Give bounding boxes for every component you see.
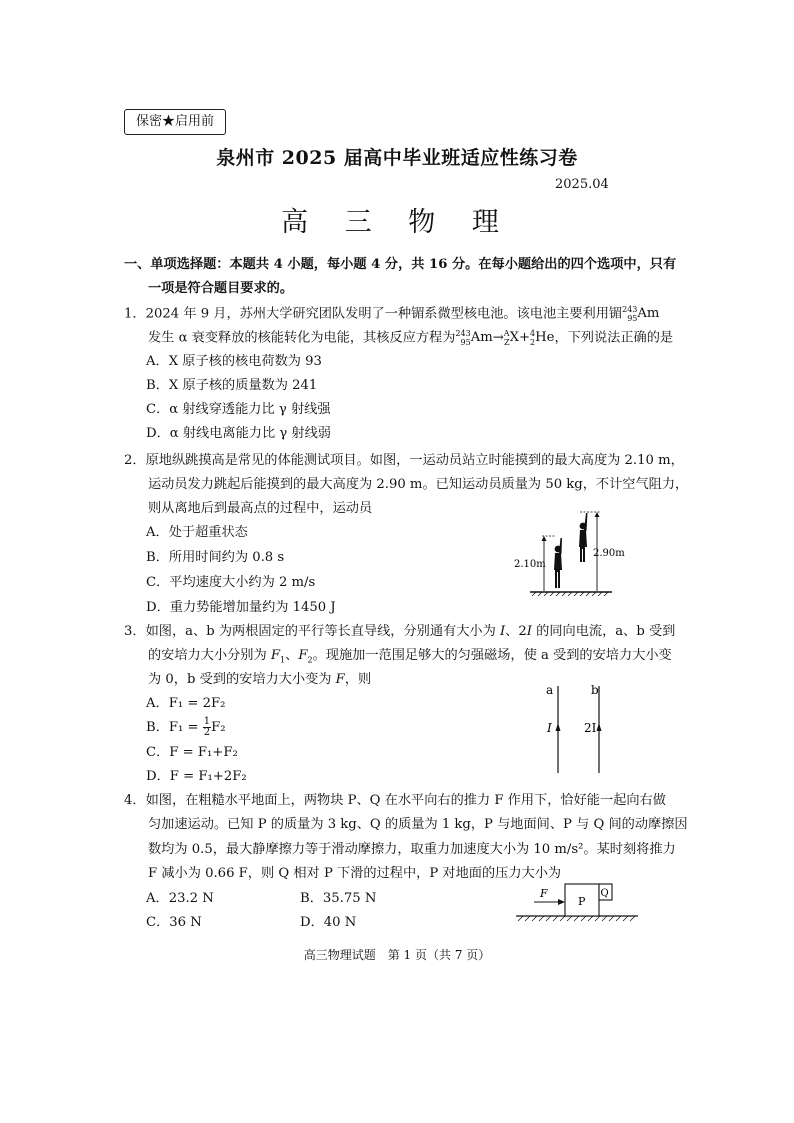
q3-option-b: B．F₁ = $\frac{1}{2}$ F₂ xyxy=(146,716,226,738)
q1-option-b: B．X 原子核的质量数为 241 xyxy=(146,378,318,393)
parallel-wires-figure xyxy=(536,680,616,776)
q4-option-d: D．40 N xyxy=(300,915,357,930)
q1-option-c: C．α 射线穿透能力比 γ 射线强 xyxy=(146,402,331,417)
q2-line2: 运动员发力跳起后能摸到的最大高度为 2.90 m。已知运动员质量为 50 kg，不计空气阻力， xyxy=(148,477,689,492)
blocks-figure xyxy=(512,878,642,926)
confidential-stamp: 保密★启用前 xyxy=(124,109,226,135)
nuclide-am: 243 95 Am xyxy=(622,304,660,323)
q4-line2: 匀加速运动。已知 P 的质量为 3 kg、Q 的质量为 1 kg，P 与地面间、P 与 Q 间的动摩擦因 xyxy=(148,817,688,832)
q2-option-a: A．处于超重状态 xyxy=(146,525,248,540)
exam-date: 2025.04 xyxy=(555,177,609,192)
q4-line3: 数均为 0.5，最大静摩擦力等于滑动摩擦力，取重力加速度大小为 10 m/s²。某时刻将推力 xyxy=(148,842,676,857)
block-q-label: Q xyxy=(600,888,609,899)
wire-a-label: a xyxy=(546,683,554,697)
q4-line1: 4．如图，在粗糙水平地面上，两物块 P、Q 在水平向右的推力 F 作用下，恰好能一起向右做 xyxy=(124,793,666,808)
page-footer: 高三物理试题 第 1 页（共 7 页） xyxy=(303,948,491,962)
force-arrow-icon xyxy=(558,899,565,905)
current-label-b: 2I xyxy=(584,721,597,735)
height-label-290: 2.90m xyxy=(593,548,625,559)
height-label-210: 2.10m xyxy=(514,559,546,570)
q1-option-a: A．X 原子核的核电荷数为 93 xyxy=(146,354,322,369)
jumping-athlete-icon xyxy=(579,513,588,562)
q4-line4: F 减小为 0.66 F，则 Q 相对 P 下滑的过程中，P 对地面的压力大小为 xyxy=(148,866,562,881)
jump-reach-figure xyxy=(510,500,625,600)
q4-option-b: B．35.75 N xyxy=(300,891,377,906)
q3-line1: 3．如图，a、b 为两根固定的平行等长直导线，分别通有大小为 I、2I 的同向电流，a、b 受到 xyxy=(124,624,676,639)
q1-line1: 1．2024 年 9 月，苏州大学研究团队发明了一种镅系微型核电池。该电池主要利用镅 243 95 Am xyxy=(124,302,659,327)
section-heading-cont: 一项是符合题目要求的。 xyxy=(148,281,294,296)
q4-option-a: A．23.2 N xyxy=(146,891,214,906)
q2-line3: 则从离地后到最高点的过程中，运动员 xyxy=(148,501,373,516)
q3-line2: 的安培力大小分别为 $F_1$、$F_2$。现施加一范围足够大的匀强磁场，使 a 受到的安培力大小变 xyxy=(148,648,672,665)
block-p-label: P xyxy=(578,895,586,908)
q2-line1: 2．原地纵跳摸高是常见的体能测试项目。如图，一运动员站立时能摸到的最大高度为 2.10 m， xyxy=(124,453,684,468)
q3-option-a: A．F₁ = 2F₂ xyxy=(146,696,226,711)
current-arrow-b-icon xyxy=(597,723,602,731)
q4-option-c: C．36 N xyxy=(146,915,202,930)
section-heading: 一、单项选择题：本题共 4 小题，每小题 4 分，共 16 分。在每小题给出的四个选项中，只有 xyxy=(124,257,677,272)
subject-title: 高 三 物 理 xyxy=(281,207,513,238)
standing-athlete-icon xyxy=(554,538,562,588)
exam-title: 泉州市 2025 届高中毕业班适应性练习卷 xyxy=(216,147,578,169)
wire-b-label: b xyxy=(591,683,599,697)
q2-option-c: C．平均速度大小约为 2 m/s xyxy=(146,575,316,590)
force-label: F xyxy=(540,887,548,900)
q2-option-d: D．重力势能增加量约为 1450 J xyxy=(146,600,336,615)
q3-option-c: C．F = F₁+F₂ xyxy=(146,745,238,760)
q3-line3: 为 0，b 受到的安培力大小变为 F，则 xyxy=(148,672,372,687)
current-arrow-a-icon xyxy=(556,723,561,731)
q1-line2: 发生 α 衰变释放的核能转化为电能，其核反应方程为 243 95 Am→ A Z X+ 4 2 He，下列说法正确的是 xyxy=(148,328,674,347)
q2-option-b: B．所用时间约为 0.8 s xyxy=(146,550,285,565)
q3-option-d: D．F = F₁+2F₂ xyxy=(146,769,247,784)
current-label-a: I xyxy=(547,721,552,735)
q1-option-d: D．α 射线电离能力比 γ 射线弱 xyxy=(146,426,331,441)
